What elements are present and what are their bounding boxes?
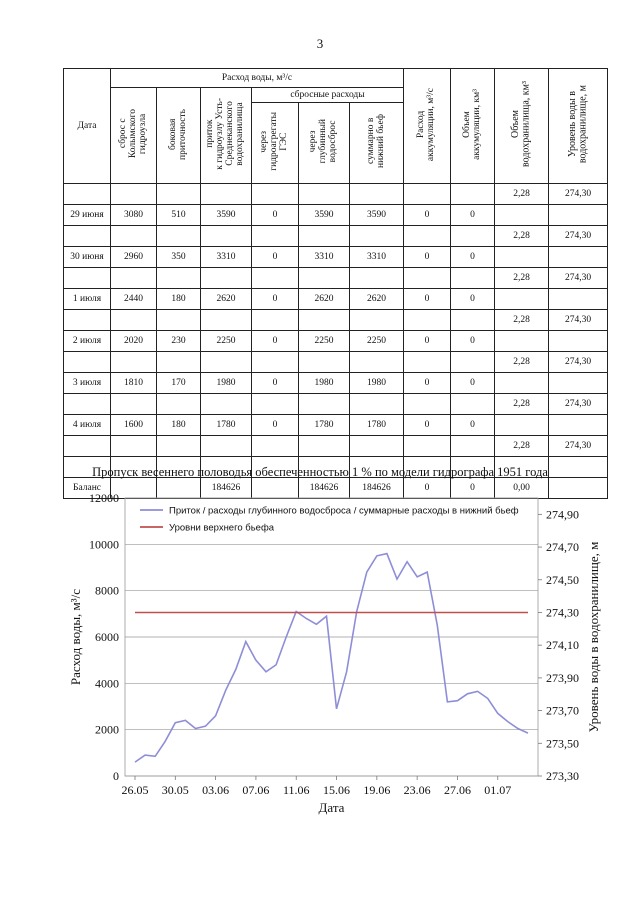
y2-tick-label: 273,30 <box>546 769 579 783</box>
y2-tick-label: 274,10 <box>546 638 579 653</box>
legend-label-2: Уровни верхнего бьефа <box>169 522 275 534</box>
cell-date: 1 июля <box>64 289 111 310</box>
y-tick-label: 8000 <box>95 583 119 598</box>
cell-accum-volume: 0 <box>451 331 495 352</box>
cell-turbines <box>252 226 299 247</box>
cell-release <box>111 394 157 415</box>
cell-date <box>64 394 111 415</box>
cell-total <box>350 268 404 289</box>
cell-spillway: 2250 <box>299 331 350 352</box>
y2-tick-label: 274,30 <box>546 605 579 620</box>
cell-spillway: 2620 <box>299 289 350 310</box>
y2-tick-label: 274,50 <box>546 572 579 587</box>
cell-turbines: 0 <box>252 373 299 394</box>
cell-inflow <box>201 268 252 289</box>
cell-reservoir-volume: 0,00 <box>495 478 549 499</box>
header-total <box>350 103 404 184</box>
y-tick-label: 10000 <box>89 537 119 552</box>
cell-reservoir-volume <box>495 331 549 352</box>
flow-chart <box>0 480 640 820</box>
table-row <box>64 226 608 247</box>
cell-total: 3590 <box>350 205 404 226</box>
cell-accum-rate: 0 <box>404 478 451 499</box>
header-turbines <box>252 103 299 184</box>
cell-release <box>111 226 157 247</box>
cell-release <box>111 184 157 205</box>
cell-inflow <box>201 184 252 205</box>
cell-date <box>64 226 111 247</box>
y2-tick-label: 273,50 <box>546 736 579 751</box>
cell-accum-rate: 0 <box>404 373 451 394</box>
y-tick-label: 0 <box>113 769 119 783</box>
cell-reservoir-volume <box>495 289 549 310</box>
cell-inflow <box>201 310 252 331</box>
cell-lateral: 510 <box>157 205 201 226</box>
cell-water-level: 274,30 <box>549 436 608 457</box>
table-row <box>64 205 608 226</box>
cell-water-level: 274,30 <box>549 184 608 205</box>
cell-accum-rate <box>404 184 451 205</box>
cell-lateral <box>157 352 201 373</box>
cell-date: 2 июля <box>64 331 111 352</box>
cell-inflow: 2250 <box>201 331 252 352</box>
cell-date <box>64 436 111 457</box>
cell-accum-volume <box>451 352 495 373</box>
cell-date <box>64 310 111 331</box>
cell-release: 2440 <box>111 289 157 310</box>
cell-water-level <box>549 205 608 226</box>
y2-tick-label: 273,70 <box>546 703 579 718</box>
cell-inflow: 1980 <box>201 373 252 394</box>
cell-lateral: 170 <box>157 373 201 394</box>
cell-release <box>111 268 157 289</box>
cell-turbines: 0 <box>252 289 299 310</box>
header-turbines-text: через гидроагрегаты ГЭС <box>259 112 289 171</box>
header-release-text: сброс с Колымского гидроузла <box>117 109 148 159</box>
cell-date: 4 июля <box>64 415 111 436</box>
table-row <box>64 331 608 352</box>
y-axis-label: Расход воды, м³/с <box>68 588 83 686</box>
cell-water-level: 274,30 <box>549 394 608 415</box>
header-accum-rate-text: Расход аккумуляции, м³/с <box>416 87 436 162</box>
x-tick-label: 03.06 <box>202 783 230 797</box>
header-inflow-text: приток к гидроузлу Усть- Среднеканского водохранилища <box>205 98 245 170</box>
cell-turbines: 0 <box>252 415 299 436</box>
cell-accum-rate: 0 <box>404 331 451 352</box>
cell-turbines: 0 <box>252 205 299 226</box>
cell-spillway: 3590 <box>299 205 350 226</box>
x-tick-label: 07.06 <box>242 783 270 797</box>
cell-spillway: 184626 <box>299 478 350 499</box>
cell-reservoir-volume <box>495 247 549 268</box>
header-spillway <box>299 103 350 184</box>
cell-inflow <box>201 436 252 457</box>
header-water-level-text: Уровень воды в водохранилище, м <box>566 85 588 164</box>
cell-accum-rate <box>404 436 451 457</box>
cell-spillway <box>299 268 350 289</box>
x-tick-label: 01.07 <box>484 783 512 797</box>
cell-release <box>111 436 157 457</box>
cell-spillway <box>299 184 350 205</box>
x-tick-label: 19.06 <box>363 783 391 797</box>
table-row <box>64 436 608 457</box>
cell-accum-volume: 0 <box>451 373 495 394</box>
cell-total: 1780 <box>350 415 404 436</box>
cell-water-level <box>549 415 608 436</box>
legend-label-1: Приток / расходы глубинного водосброса / суммарные расходы в нижний бьеф <box>169 505 519 517</box>
cell-turbines <box>252 310 299 331</box>
cell-reservoir-volume <box>495 415 549 436</box>
cell-spillway <box>299 226 350 247</box>
table-row <box>64 184 608 205</box>
y2-tick-label: 274,90 <box>546 507 579 522</box>
header-total-text: суммарно в нижний бьеф <box>365 114 386 169</box>
cell-accum-volume <box>451 310 495 331</box>
cell-water-level: 274,30 <box>549 268 608 289</box>
y-tick-label: 6000 <box>95 630 119 644</box>
y2-axis-label: Уровень воды в водохранилище, м <box>586 541 601 733</box>
cell-reservoir-volume: 2,28 <box>495 352 549 373</box>
cell-reservoir-volume <box>495 373 549 394</box>
cell-date: 30 июня <box>64 247 111 268</box>
y-tick-label: 2000 <box>95 722 119 737</box>
series-line-1 <box>135 554 528 763</box>
x-tick-label: 11.06 <box>282 783 310 797</box>
cell-lateral: 230 <box>157 331 201 352</box>
cell-accum-volume <box>451 436 495 457</box>
cell-accum-rate <box>404 268 451 289</box>
cell-release: 3080 <box>111 205 157 226</box>
cell-water-level: 274,30 <box>549 352 608 373</box>
cell-total <box>350 226 404 247</box>
table-row <box>64 289 608 310</box>
cell-total: 1980 <box>350 373 404 394</box>
cell-turbines <box>252 352 299 373</box>
cell-lateral <box>157 436 201 457</box>
cell-total <box>350 436 404 457</box>
cell-accum-volume <box>451 226 495 247</box>
cell-date <box>64 184 111 205</box>
cell-water-level: 274,30 <box>549 310 608 331</box>
cell-inflow: 3590 <box>201 205 252 226</box>
cell-spillway: 3310 <box>299 247 350 268</box>
cell-release <box>111 310 157 331</box>
header-inflow <box>201 88 252 184</box>
header-flow-group: Расход воды, м³/с <box>111 69 404 88</box>
table-row <box>64 394 608 415</box>
cell-turbines: 0 <box>252 331 299 352</box>
header-accum-rate <box>404 69 451 184</box>
table-row <box>64 415 608 436</box>
cell-spillway <box>299 436 350 457</box>
cell-accum-volume: 0 <box>451 247 495 268</box>
cell-total <box>350 310 404 331</box>
cell-water-level <box>549 331 608 352</box>
cell-reservoir-volume: 2,28 <box>495 436 549 457</box>
cell-release: 1600 <box>111 415 157 436</box>
x-tick-label: 23.06 <box>403 783 431 797</box>
cell-accum-rate <box>404 226 451 247</box>
cell-turbines <box>252 268 299 289</box>
cell-lateral: 180 <box>157 415 201 436</box>
table-body <box>64 184 608 499</box>
cell-turbines: 0 <box>252 247 299 268</box>
header-lateral-text: боковая приточность <box>167 108 188 160</box>
cell-total <box>350 352 404 373</box>
cell-accum-volume: 0 <box>451 478 495 499</box>
cell-accum-volume: 0 <box>451 289 495 310</box>
cell-reservoir-volume <box>495 205 549 226</box>
cell-accum-rate: 0 <box>404 289 451 310</box>
cell-accum-volume <box>451 268 495 289</box>
cell-lateral <box>157 268 201 289</box>
cell-date <box>64 352 111 373</box>
header-lateral <box>157 88 201 184</box>
cell-accum-rate <box>404 394 451 415</box>
x-axis-label: Дата <box>318 800 345 815</box>
cell-inflow <box>201 394 252 415</box>
cell-lateral <box>157 394 201 415</box>
cell-turbines <box>252 394 299 415</box>
cell-inflow: 3310 <box>201 247 252 268</box>
page-number: 3 <box>316 36 324 51</box>
table-row <box>64 268 608 289</box>
cell-total: 3310 <box>350 247 404 268</box>
cell-accum-volume: 0 <box>451 415 495 436</box>
cell-accum-rate <box>404 352 451 373</box>
cell-turbines <box>252 436 299 457</box>
header-date: Дата <box>64 69 111 184</box>
x-tick-label: 15.06 <box>323 783 351 797</box>
y-tick-label: 4000 <box>95 676 119 691</box>
cell-spillway <box>299 394 350 415</box>
cell-lateral <box>157 226 201 247</box>
cell-lateral: 350 <box>157 247 201 268</box>
cell-spillway: 1780 <box>299 415 350 436</box>
cell-reservoir-volume: 2,28 <box>495 394 549 415</box>
cell-accum-volume: 0 <box>451 205 495 226</box>
cell-lateral: 180 <box>157 289 201 310</box>
table-row <box>64 373 608 394</box>
table-row <box>64 247 608 268</box>
cell-total: 184626 <box>350 478 404 499</box>
cell-release: 2020 <box>111 331 157 352</box>
cell-spillway: 1980 <box>299 373 350 394</box>
cell-inflow <box>201 226 252 247</box>
cell-water-level <box>549 373 608 394</box>
cell-total <box>350 184 404 205</box>
header-reservoir-volume <box>495 69 549 184</box>
cell-accum-volume <box>451 184 495 205</box>
chart-title: Пропуск весеннего половодья обеспеченностью 1 % по модели гидрографа 1951 года <box>92 465 548 479</box>
cell-inflow: 184626 <box>201 478 252 499</box>
x-tick-label: 26.05 <box>121 783 149 797</box>
cell-water-level <box>549 289 608 310</box>
header-reservoir-volume-text: Объем водохранилища, км³ <box>510 81 532 168</box>
header-spillway-text: через глубинный водосброс <box>308 119 338 164</box>
header-water-level <box>549 69 608 184</box>
cell-date <box>64 268 111 289</box>
cell-date: 3 июля <box>64 373 111 394</box>
cell-lateral <box>157 310 201 331</box>
header-accum-volume-text: Объем аккумуляции, км³ <box>461 89 482 160</box>
cell-spillway <box>299 352 350 373</box>
cell-reservoir-volume: 2,28 <box>495 226 549 247</box>
cell-inflow <box>201 352 252 373</box>
cell-accum-rate: 0 <box>404 205 451 226</box>
table-row <box>64 352 608 373</box>
cell-release: 1810 <box>111 373 157 394</box>
cell-lateral <box>157 184 201 205</box>
table-row <box>64 310 608 331</box>
header-accum-volume <box>451 69 495 184</box>
flow-table <box>63 68 608 499</box>
y2-tick-label: 273,90 <box>546 670 579 685</box>
cell-reservoir-volume: 2,28 <box>495 184 549 205</box>
x-tick-label: 27.06 <box>443 783 471 797</box>
cell-reservoir-volume: 2,28 <box>495 268 549 289</box>
cell-release: 2960 <box>111 247 157 268</box>
cell-total: 2620 <box>350 289 404 310</box>
cell-release <box>111 352 157 373</box>
cell-date: Баланс <box>64 478 111 499</box>
cell-water-level: 274,30 <box>549 226 608 247</box>
cell-accum-rate: 0 <box>404 247 451 268</box>
cell-total: 2250 <box>350 331 404 352</box>
cell-spillway <box>299 310 350 331</box>
cell-total <box>350 394 404 415</box>
cell-accum-volume <box>451 394 495 415</box>
cell-accum-rate <box>404 310 451 331</box>
cell-inflow: 1780 <box>201 415 252 436</box>
header-release <box>111 88 157 184</box>
cell-accum-rate: 0 <box>404 415 451 436</box>
header-discharge-group: сбросные расходы <box>252 88 404 103</box>
y-tick-label: 12000 <box>89 491 119 505</box>
cell-water-level <box>549 247 608 268</box>
x-tick-label: 30.05 <box>161 783 189 797</box>
cell-inflow: 2620 <box>201 289 252 310</box>
cell-reservoir-volume: 2,28 <box>495 310 549 331</box>
y2-tick-label: 274,70 <box>546 540 579 555</box>
cell-date: 29 июня <box>64 205 111 226</box>
cell-turbines <box>252 184 299 205</box>
